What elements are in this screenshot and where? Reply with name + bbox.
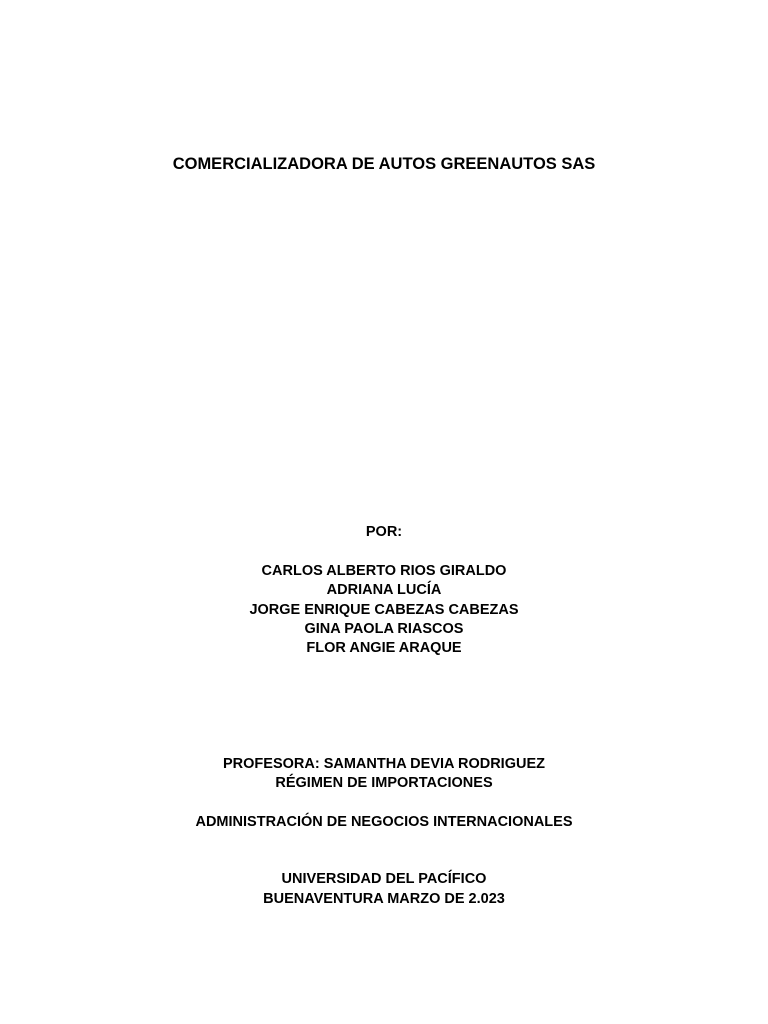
author-name: ADRIANA LUCÍA [326,582,442,598]
author-name: CARLOS ALBERTO RIOS GIRALDO [261,563,507,579]
author-name: JORGE ENRIQUE CABEZAS CABEZAS [249,602,519,618]
course-name: RÉGIMEN DE IMPORTACIONES [275,775,493,791]
university-name: UNIVERSIDAD DEL PACÍFICO [281,871,487,887]
author-name: GINA PAOLA RIASCOS [304,621,464,637]
document-title: COMERCIALIZADORA DE AUTOS GREENAUTOS SAS [172,155,596,173]
professor-line: PROFESORA: SAMANTHA DEVIA RODRIGUEZ [223,756,545,772]
program-name: ADMINISTRACIÓN DE NEGOCIOS INTERNACIONALES [195,814,573,830]
by-label: POR: [365,524,403,540]
city-date: BUENAVENTURA MARZO DE 2.023 [263,891,505,907]
author-name: FLOR ANGIE ARAQUE [306,640,462,656]
